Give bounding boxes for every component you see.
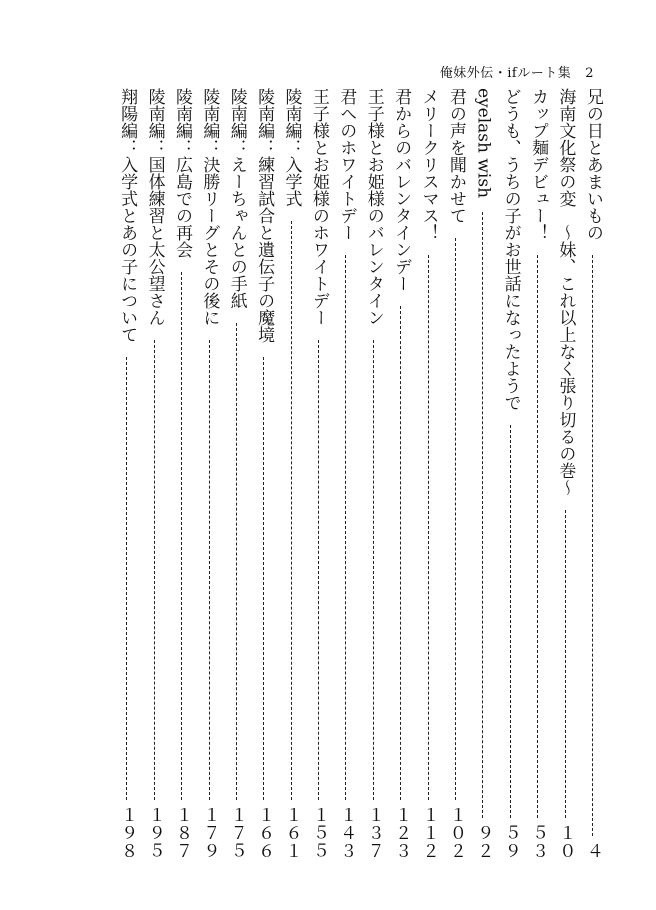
toc-entry-title: 陵南編：国体練習と太公望さん (144, 88, 165, 326)
toc-entry-title: 君の声を聞かせて (445, 88, 466, 224)
toc-entry-page: １１２ (418, 806, 439, 860)
toc-entry-title: どうも、うちの子がお世話になったようで (500, 88, 521, 411)
toc-entry-page: １０２ (445, 806, 466, 860)
toc-entry[interactable] (140, 88, 167, 860)
toc-entry-title: 陵南編：入学式 (281, 88, 302, 207)
toc-entry-page: １４３ (336, 806, 357, 860)
toc-entry-title: カップ麺デビュー！ (528, 88, 549, 241)
toc-entry-title: 陵南編：練習試合と遺伝子の魔境 (254, 88, 275, 343)
toc-entry-title: 陵南編：決勝リーグとその後に (199, 88, 220, 326)
toc-entry-page: １０ (555, 824, 576, 860)
toc-entry-title: 翔陽編：入学式とあの子について (117, 88, 138, 343)
toc-entry[interactable] (223, 88, 250, 860)
dot-leader (209, 340, 210, 800)
toc-entry-title: 陵南編：えーちゃんとの手紙 (226, 88, 247, 309)
toc-entry-title: 王子様とお姫様のバレンタイン (363, 88, 384, 326)
toc-entry-page: ５３ (528, 824, 549, 860)
toc-entry-page: １７９ (199, 806, 220, 860)
dot-leader (510, 425, 511, 818)
dot-leader (428, 255, 429, 800)
toc-entry[interactable] (524, 88, 551, 860)
dot-leader (455, 238, 456, 800)
dot-leader (592, 255, 593, 836)
toc-entry[interactable] (496, 88, 523, 860)
toc-entry-page: １９８ (117, 806, 138, 860)
toc-entry[interactable] (387, 88, 414, 860)
toc-entry[interactable] (277, 88, 304, 860)
toc-entry-page: １７５ (226, 806, 247, 860)
toc-entry-title: メリークリスマス！ (418, 88, 439, 241)
toc-entry[interactable] (469, 88, 496, 860)
toc-entry-title: 海南文化祭の変 ～妹、これ以上なく張り切るの巻～ (555, 88, 576, 496)
toc-entry[interactable] (195, 88, 222, 860)
toc-entry-title: 王子様とお姫様のホワイトデー (308, 88, 329, 326)
toc-entry[interactable] (359, 88, 386, 860)
toc-entry[interactable] (250, 88, 277, 860)
toc-entry-page: ４ (582, 842, 603, 860)
table-of-contents (113, 88, 606, 860)
toc-entry-title: 陵南編：広島での再会 (171, 88, 192, 258)
toc-entry-page: １６６ (254, 806, 275, 860)
toc-entry-title: 兄の日とあまいもの (582, 88, 603, 241)
toc-entry[interactable] (551, 88, 578, 860)
dot-leader (291, 221, 292, 800)
dot-leader (345, 255, 346, 800)
toc-entry[interactable] (305, 88, 332, 860)
toc-entry[interactable] (414, 88, 441, 860)
toc-entry-page: １５５ (308, 806, 329, 860)
book-title: 俺妹外伝・ifルート集 (439, 66, 572, 81)
toc-entry-page: １２３ (391, 806, 412, 860)
toc-entry[interactable] (332, 88, 359, 860)
dot-leader (400, 306, 401, 800)
dot-leader (537, 255, 538, 818)
dot-leader (154, 340, 155, 800)
dot-leader (181, 272, 182, 800)
dot-leader (482, 212, 483, 818)
toc-entry-page: １６１ (281, 806, 302, 860)
toc-entry-page: ５９ (500, 824, 521, 860)
running-header (440, 62, 594, 81)
dot-leader (318, 340, 319, 800)
toc-entry-title: 君からのバレンタインデー (391, 88, 412, 292)
toc-entry[interactable] (442, 88, 469, 860)
page-number: 2 (585, 66, 594, 81)
toc-entry-page: １３７ (363, 806, 384, 860)
toc-entry-page: １９５ (144, 806, 165, 860)
toc-entry-page: ９２ (473, 824, 494, 860)
toc-entry[interactable] (579, 88, 606, 860)
toc-entry[interactable] (113, 88, 140, 860)
dot-leader (263, 357, 264, 800)
toc-entry[interactable] (168, 88, 195, 860)
dot-leader (236, 323, 237, 800)
toc-entry-page: １８７ (171, 806, 192, 860)
toc-entry-title: eyelash wish (473, 88, 494, 199)
toc-entry-title: 君へのホワイトデー (336, 88, 357, 241)
dot-leader (373, 340, 374, 800)
dot-leader (565, 510, 566, 818)
dot-leader (126, 357, 127, 800)
